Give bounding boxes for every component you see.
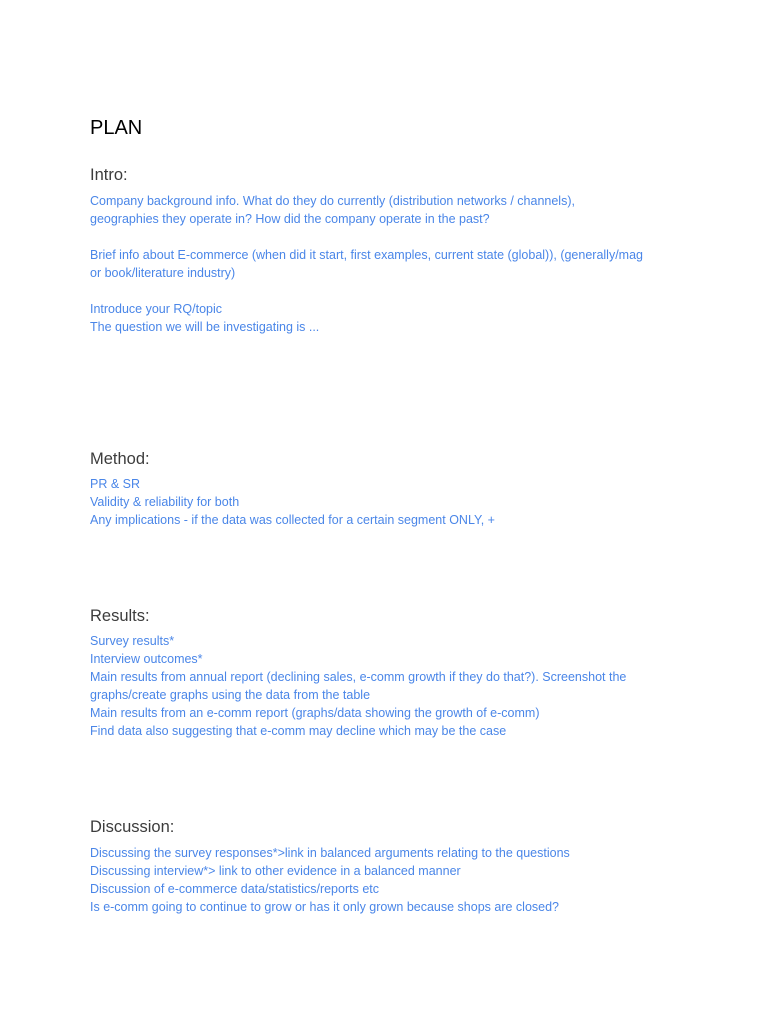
method-line: Any implications - if the data was collected for a certain segment ONLY, + bbox=[90, 513, 495, 527]
intro-line: geographies they operate in? How did the company operate in the past? bbox=[90, 212, 490, 226]
discussion-heading: Discussion: bbox=[90, 818, 175, 836]
method-heading: Method: bbox=[90, 450, 150, 468]
results-line: Main results from annual report (declining sales, e-comm growth if they do that?). Screenshot the bbox=[90, 670, 627, 684]
intro-line: The question we will be investigating is ... bbox=[90, 320, 320, 334]
results-line: graphs/create graphs using the data from the table bbox=[90, 688, 371, 702]
method-section bbox=[90, 475, 690, 529]
results-line: Main results from an e-comm report (graphs/data showing the growth of e-comm) bbox=[90, 706, 540, 720]
results-heading: Results: bbox=[90, 607, 150, 625]
intro-line: Introduce your RQ/topic bbox=[90, 302, 223, 316]
document-title: PLAN bbox=[90, 117, 143, 139]
discussion-line: Discussing interview*> link to other evidence in a balanced manner bbox=[90, 864, 461, 878]
results-line: Survey results* bbox=[90, 634, 175, 648]
results-line: Interview outcomes* bbox=[90, 652, 203, 666]
discussion-line: Is e-comm going to continue to grow or has it only grown because shops are closed? bbox=[90, 900, 560, 914]
intro-heading: Intro: bbox=[90, 166, 128, 184]
results-line: Find data also suggesting that e-comm may decline which may be the case bbox=[90, 724, 507, 738]
intro-line: Company background info. What do they do currently (distribution networks / channels), bbox=[90, 194, 575, 208]
discussion-section bbox=[90, 844, 690, 916]
method-line: PR & SR bbox=[90, 477, 141, 491]
method-line: Validity & reliability for both bbox=[90, 495, 240, 509]
intro-section bbox=[90, 192, 690, 336]
intro-line: or book/literature industry) bbox=[90, 266, 236, 280]
discussion-line: Discussing the survey responses*>link in balanced arguments relating to the questions bbox=[90, 846, 570, 860]
discussion-line: Discussion of e-commerce data/statistics/reports etc bbox=[90, 882, 379, 896]
intro-line: Brief info about E-commerce (when did it start, first examples, current state (global)), (generally/mag bbox=[90, 248, 643, 262]
results-section bbox=[90, 632, 690, 740]
